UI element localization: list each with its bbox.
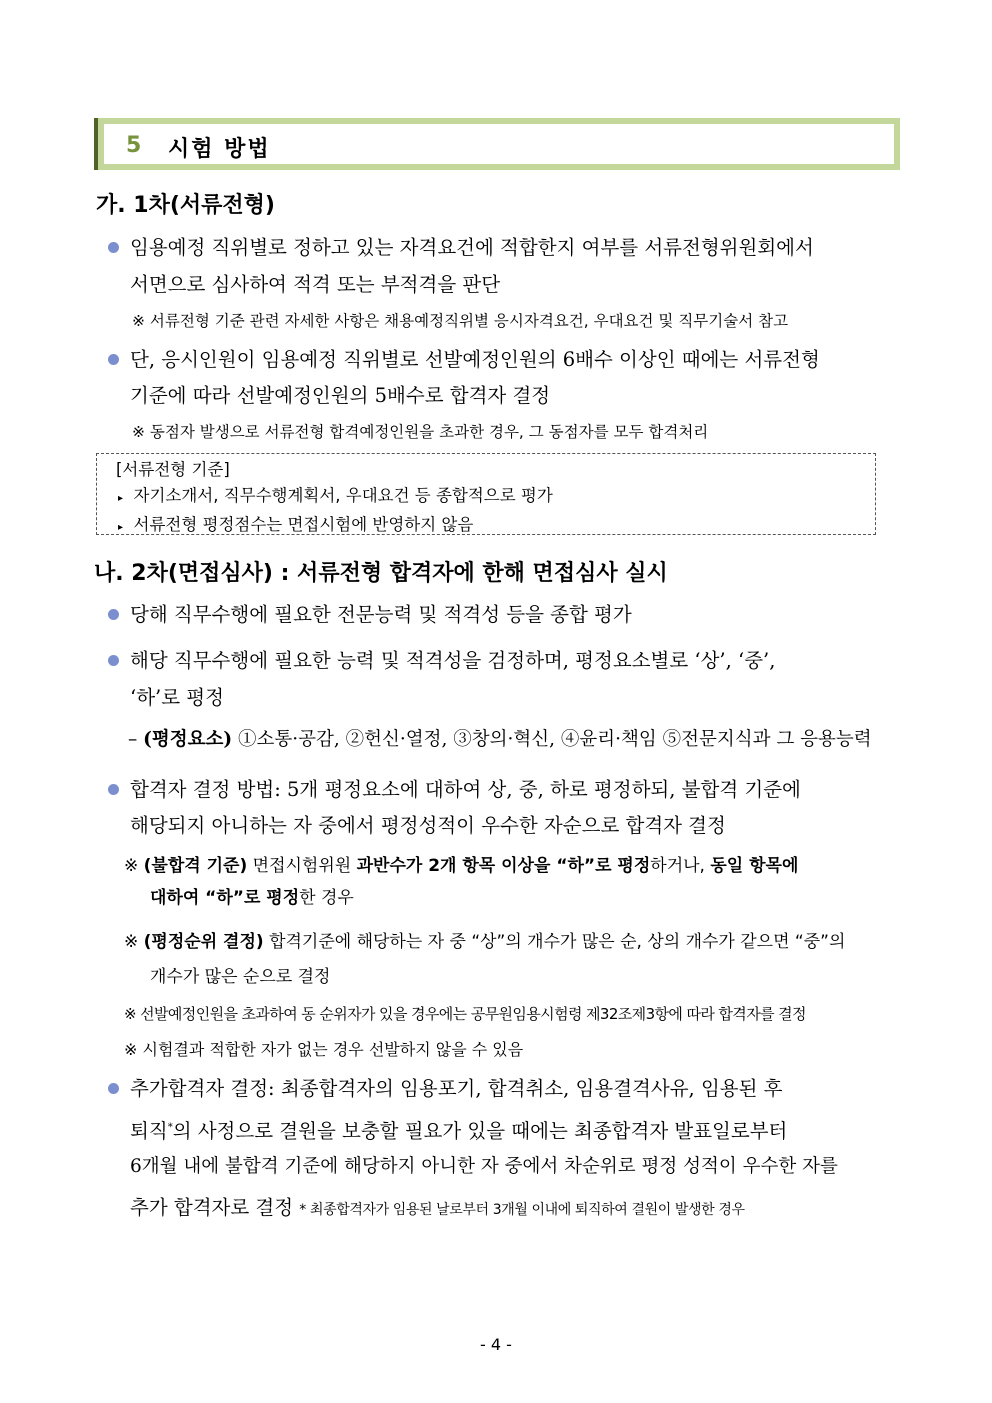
sub2-b4-line4: 추가 합격자로 결정 * 최종합격자가 임용된 날로부터 3개월 이내에 퇴직하여 결원이 발생한 경우 <box>130 1196 745 1219</box>
fail-criteria-line1: ※ (불합격 기준) 면접시험위원 과반수가 2개 항목 이상을 “하”로 평정하거나, 동일 항목에 <box>124 856 799 876</box>
footnote: * 최종합격자가 임용된 날로부터 3개월 이내에 퇴직하여 결원이 발생한 경우 <box>299 1202 745 1218</box>
bullet-dot <box>108 609 119 620</box>
criteria-item: ▸ 서류전형 평정점수는 면접시험에 반영하지 않음 <box>118 515 474 534</box>
sub1-b1-note: ※ 서류전형 기준 관련 자세한 사항은 채용예정직위별 응시자격요건, 우대요건 및 직무기술서 참고 <box>132 312 789 330</box>
section-number: 5 <box>126 133 142 158</box>
sub2-evaluation-elements: – (평정요소) ①소통·공감, ②헌신·열정, ③창의·혁신, ④윤리·책임 ⑤전문지식과 그 응용능력 <box>128 729 872 750</box>
bullet-dot <box>108 1083 119 1094</box>
sub2-b4-line3: 6개월 내에 불합격 기준에 해당하지 아니한 자 중에서 차순위로 평정 성적이 우수한 자를 <box>130 1156 838 1177</box>
rank-decision-line2: 개수가 많은 순으로 결정 <box>150 967 331 987</box>
sub2-b4-line1: 추가합격자 결정: 최종합격자의 임용포기, 합격취소, 임용결격사유, 임용된 후 <box>130 1077 783 1100</box>
sub2-b3-line1: 합격자 결정 방법: 5개 평정요소에 대하여 상, 중, 하로 평정하되, 불합격 기준에 <box>130 778 801 801</box>
section-header-inner <box>104 124 894 164</box>
sub1-b2-line2: 기준에 따라 선발예정인원의 5배수로 합격자 결정 <box>130 384 551 407</box>
criteria-item: ▸ 자기소개서, 직무수행계획서, 우대요건 등 종합적으로 평가 <box>118 486 553 505</box>
sub1-b2-note: ※ 동점자 발생으로 서류전형 합격예정인원을 초과한 경우, 그 동점자를 모두 합격처리 <box>132 423 709 441</box>
bullet-dot <box>108 784 119 795</box>
rank-decision-line1: ※ (평정순위 결정) 합격기준에 해당하는 자 중 “상”의 개수가 많은 순, 상의 개수가 같으면 “중”의 <box>124 932 846 952</box>
sub2-b4-line2: 퇴직*의 사정으로 결원을 보충할 필요가 있을 때에는 최종합격자 발표일로부터 <box>130 1119 788 1143</box>
sub2-b1: 당해 직무수행에 필요한 전문능력 및 적격성 등을 종합 평가 <box>130 603 632 626</box>
sub2-b3-line2: 해당되지 아니하는 자 중에서 평정성적이 우수한 자순으로 합격자 결정 <box>130 814 726 837</box>
sub2-heading: 나. 2차(면접심사) : 서류전형 합격자에 한해 면접심사 실시 <box>94 561 668 586</box>
section-title: 시험 방법 <box>168 137 271 162</box>
sub2-b2-line1: 해당 직무수행에 필요한 능력 및 적격성을 검정하며, 평정요소별로 ‘상’, ‘중’, <box>130 649 776 672</box>
fail-criteria-line2: 대하여 “하”로 평정한 경우 <box>150 888 354 908</box>
sub1-b1-line2: 서면으로 심사하여 적격 또는 부적격을 판단 <box>130 273 501 296</box>
bullet-dot <box>108 354 119 365</box>
sub2-b2-line2: ‘하’로 평정 <box>130 686 224 709</box>
triangle-bullet-icon: ▸ <box>118 493 124 504</box>
page-number: - 4 - <box>480 1335 512 1354</box>
bullet-dot <box>108 242 119 253</box>
tie-note: ※ 선발예정인원을 초과하여 동 순위자가 있을 경우에는 공무원임용시험령 제32조제3항에 따라 합격자를 결정 <box>124 1005 806 1023</box>
no-pass-note: ※ 시험결과 적합한 자가 없는 경우 선발하지 않을 수 있음 <box>124 1040 524 1059</box>
sub1-b1-line1: 임용예정 직위별로 정하고 있는 자격요건에 적합한지 여부를 서류전형위원회에서 <box>130 236 814 259</box>
bullet-dot <box>108 655 119 666</box>
sub1-b2-line1: 단, 응시인원이 임용예정 직위별로 선발예정인원의 6배수 이상인 때에는 서류전형 <box>130 348 820 371</box>
section-header <box>94 118 900 170</box>
sub1-heading: 가. 1차(서류전형) <box>96 193 275 218</box>
criteria-box-title: [서류전형 기준] <box>116 460 230 479</box>
triangle-bullet-icon: ▸ <box>118 522 124 533</box>
